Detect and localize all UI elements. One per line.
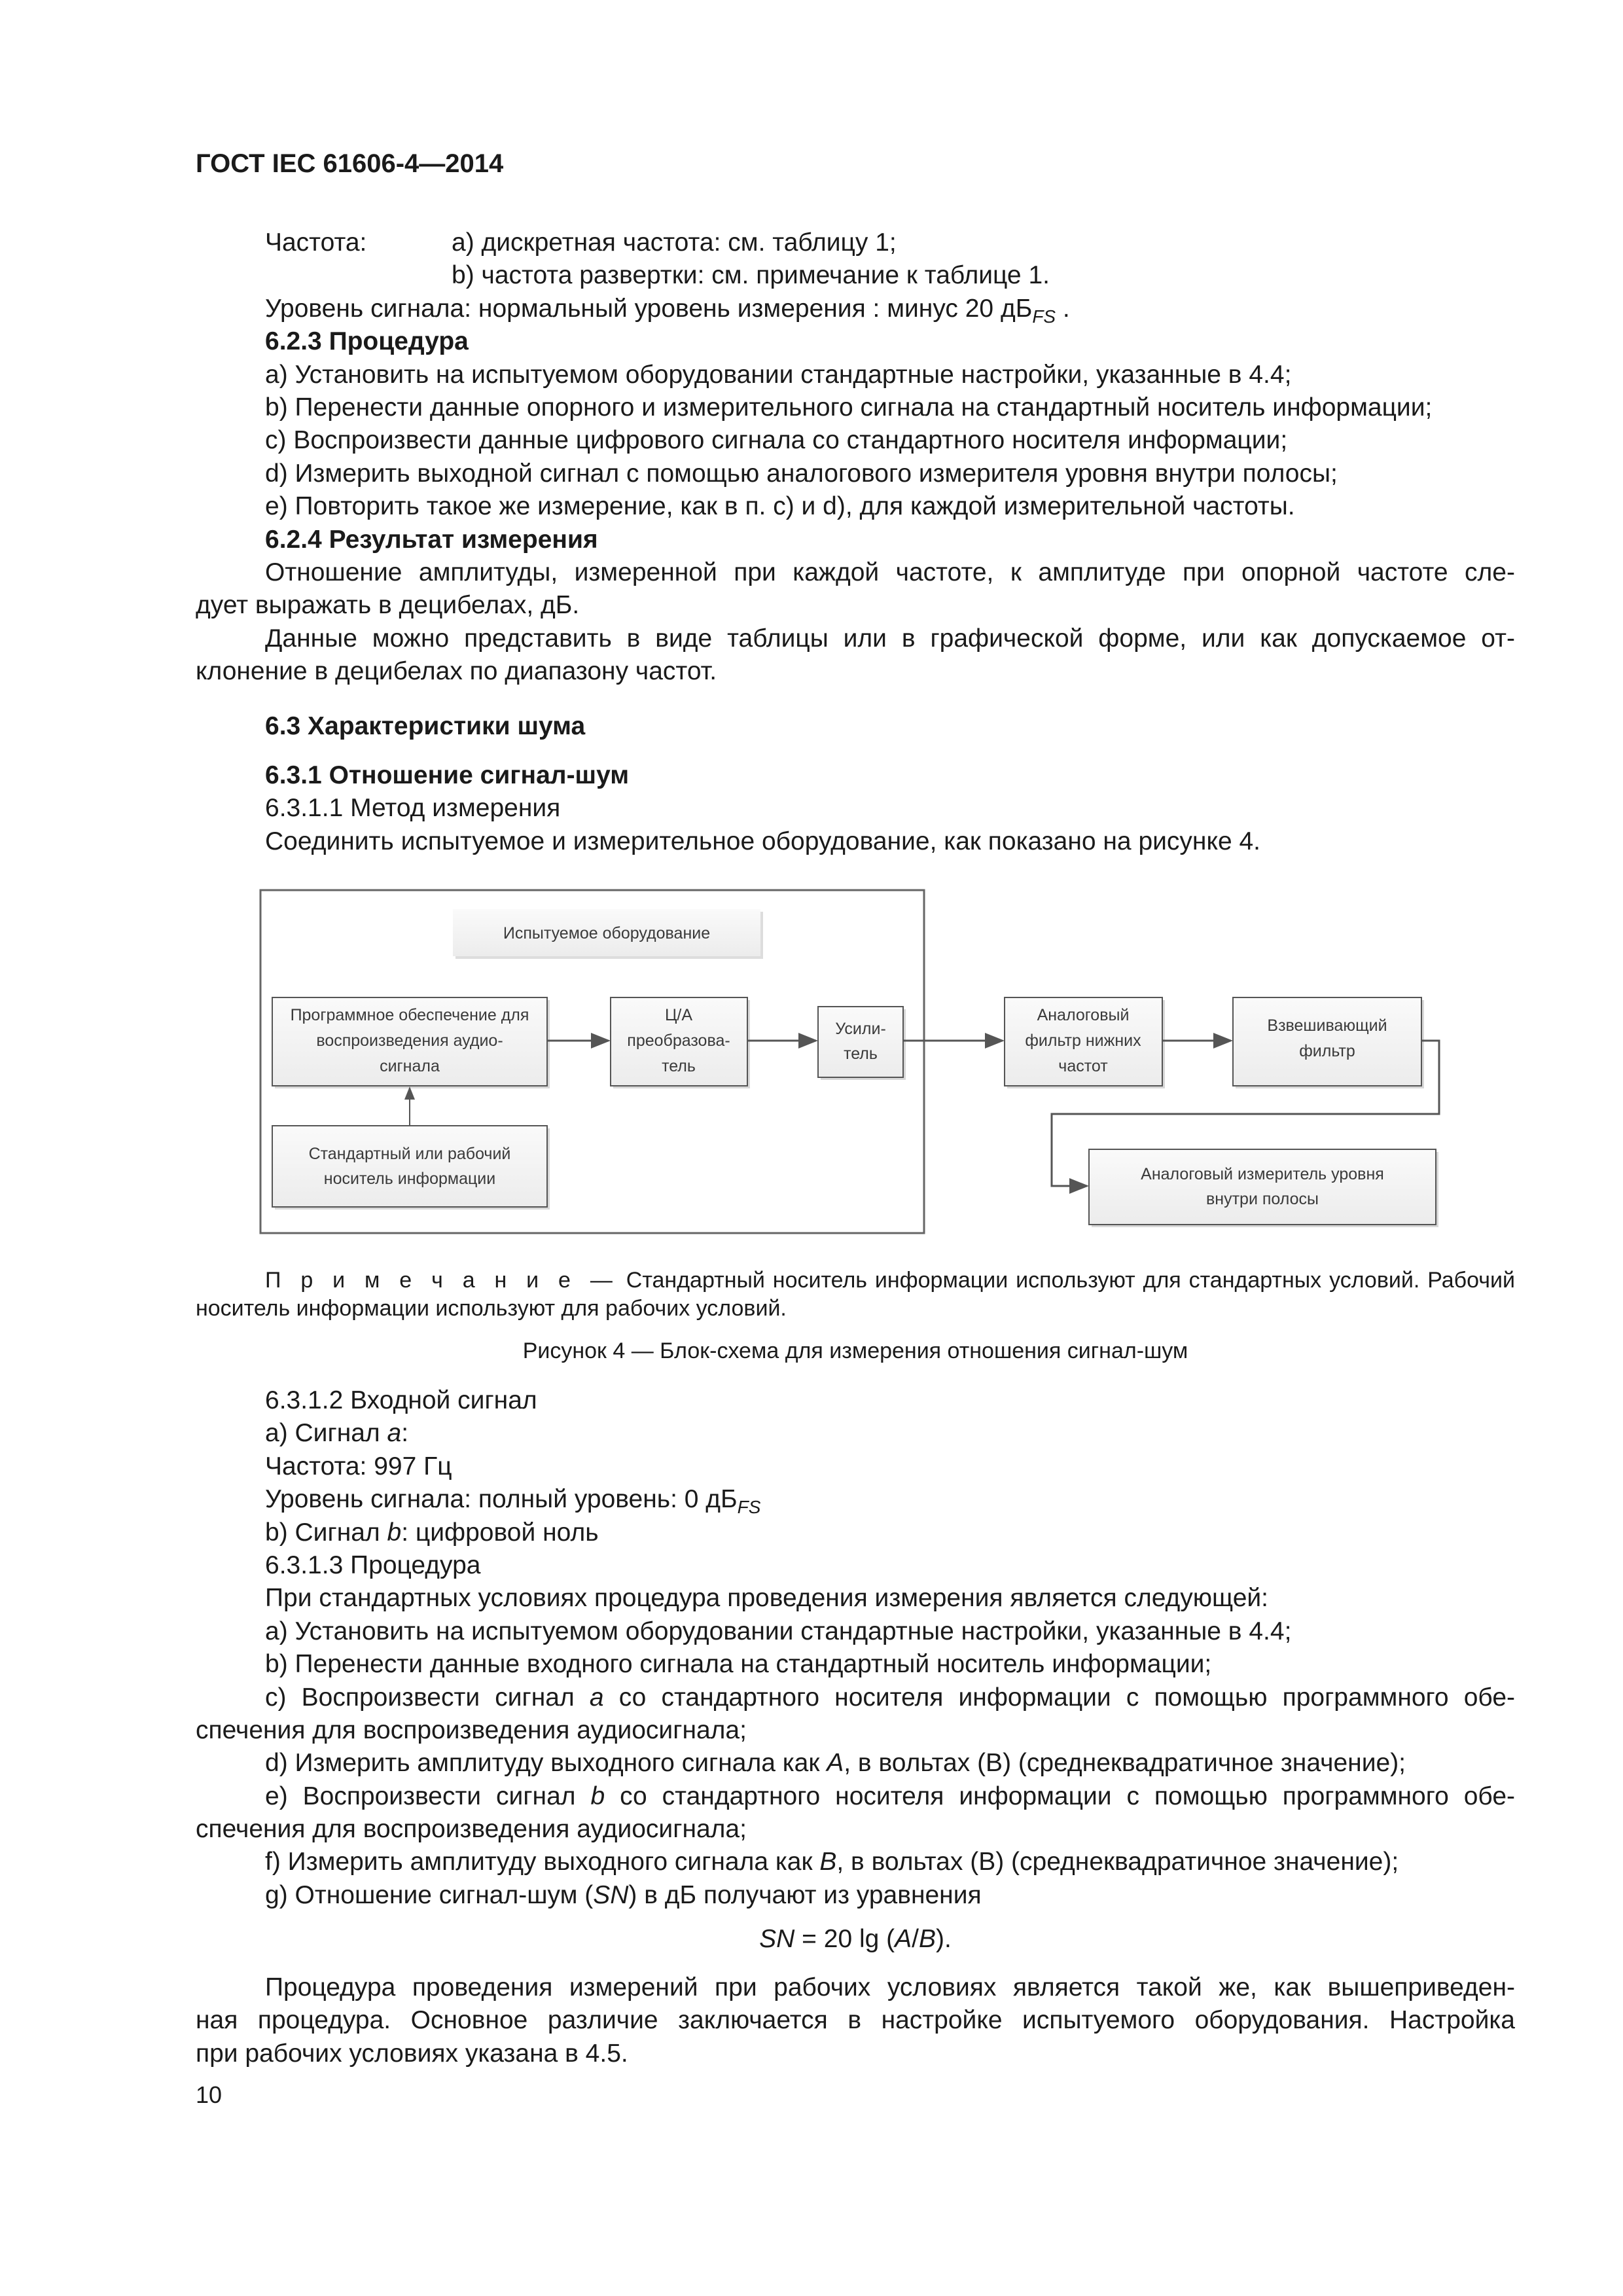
heading-6-3: 6.3 Характеристики шума bbox=[265, 712, 586, 740]
full-level-line bbox=[196, 1483, 1515, 1516]
frequency-label: Частота: bbox=[265, 228, 367, 257]
t: a) Сигнал bbox=[265, 1419, 387, 1448]
t-italic: b bbox=[387, 1518, 402, 1547]
t: c) Воспроизвести сигнал bbox=[265, 1683, 590, 1712]
media-box bbox=[272, 1126, 550, 1210]
t: = 20 lg ( bbox=[794, 1925, 895, 1953]
t: со стандартного носителя информации с помощью программного обе- bbox=[603, 1683, 1515, 1712]
signal-b-line bbox=[196, 1516, 1515, 1549]
weight-label-2: фильтр bbox=[1299, 1042, 1355, 1060]
t: со стандартного носителя информации с помощью программного обе- bbox=[605, 1782, 1516, 1810]
t: : цифровой ноль bbox=[401, 1518, 599, 1547]
proc-step-d bbox=[196, 1747, 1515, 1780]
lpf-label-1: Аналоговый bbox=[1037, 1006, 1130, 1024]
lpf-label-3: частот bbox=[1058, 1057, 1108, 1075]
dac-box bbox=[611, 997, 750, 1088]
step-e: e) Повторить такое же измерение, как в п. c) и d), для каждой измерительной частоты. bbox=[265, 492, 1295, 521]
t: ). bbox=[936, 1925, 952, 1953]
result-para-2-line-2: клонение в децибелах по диапазону частот. bbox=[196, 657, 717, 686]
figure-note bbox=[196, 1266, 1515, 1323]
proc-step-f bbox=[196, 1846, 1515, 1878]
t-italic: B bbox=[919, 1925, 936, 1953]
result-para-2-line-1: Данные можно представить в виде таблицы или в графической форме, или как допускаемое от- bbox=[265, 624, 1515, 653]
t-italic: A bbox=[827, 1749, 844, 1778]
t: Уровень сигнала: полный уровень: 0 дБ bbox=[265, 1485, 738, 1514]
level-meter-box bbox=[1089, 1149, 1438, 1227]
t: g) Отношение сигнал-шум ( bbox=[265, 1880, 594, 1909]
frequency-a: a) дискретная частота: см. таблицу 1; bbox=[452, 228, 897, 257]
t: : bbox=[401, 1419, 409, 1448]
heading-6-2-4: 6.2.4 Результат измерения bbox=[265, 525, 598, 554]
page-number: 10 bbox=[196, 2081, 223, 2108]
step-b: b) Перенести данные опорного и измерительного сигнала на стандартный носитель информации; bbox=[265, 393, 1433, 422]
note-text-1: Стандартный носитель информации используют для стандартных условий. Рабочий bbox=[626, 1268, 1516, 1293]
dac-label-3: тель bbox=[662, 1057, 696, 1075]
note-line-2: носитель информации используют для рабочих условий. bbox=[196, 1296, 787, 1321]
figure-caption: Рисунок 4 — Блок-схема для измерения отношения сигнал-шум bbox=[522, 1338, 1188, 1363]
t: , в вольтах (В) (среднеквадратичное значение); bbox=[836, 1848, 1399, 1876]
signal-a-line bbox=[196, 1417, 1515, 1450]
dac-label-1: Ц/А bbox=[664, 1006, 693, 1024]
connect-text: Соединить испытуемое и измерительное оборудование, как показано на рисунке 4. bbox=[265, 827, 1261, 855]
t-italic: b bbox=[590, 1782, 605, 1810]
t: / bbox=[912, 1925, 919, 1953]
proc-step-c-cont: спечения для воспроизведения аудиосигнала; bbox=[196, 1715, 747, 1744]
proc-step-a: a) Установить на испытуемом оборудовании стандартные настройки, указанные в 4.4; bbox=[265, 1617, 1292, 1645]
result-para-1-line-1: Отношение амплитуды, измеренной при каждой частоте, к амплитуде при опорной частоте сле- bbox=[265, 558, 1515, 586]
dut-label: Испытуемое оборудование bbox=[503, 924, 711, 942]
lowpass-filter-box bbox=[1005, 997, 1165, 1088]
software-label-3: сигнала bbox=[380, 1057, 440, 1075]
t: b) Сигнал bbox=[265, 1518, 387, 1547]
heading-6-2-3: 6.2.3 Процедура bbox=[265, 327, 469, 356]
weighting-filter-box bbox=[1233, 997, 1424, 1088]
t: ) в дБ получают из уравнения bbox=[628, 1880, 982, 1909]
para-line-3: при рабочих условиях указана в 4.5. bbox=[196, 2039, 628, 2068]
proc-step-b: b) Перенести данные входного сигнала на стандартный носитель информации; bbox=[265, 1650, 1212, 1679]
amp-label-1: Усили- bbox=[835, 1020, 886, 1038]
software-label-2: воспроизведения аудио- bbox=[316, 1031, 503, 1050]
heading-6-3-1-2: 6.3.1.2 Входной сигнал bbox=[265, 1386, 537, 1414]
note-line-1 bbox=[196, 1266, 1515, 1295]
heading-6-3-1-3: 6.3.1.3 Процедура bbox=[265, 1551, 481, 1579]
frequency-line-b: b) частота развертки: см. примечание к таблице 1. bbox=[452, 261, 1050, 290]
para-line-1: Процедура проведения измерений при рабочих условиях является такой же, как вышеприведен- bbox=[265, 1973, 1515, 2001]
step-a: a) Установить на испытуемом оборудовании стандартные настройки, указанные в 4.4; bbox=[265, 360, 1292, 389]
meter-label-2: внутри полосы bbox=[1206, 1190, 1319, 1208]
frequency-line: Частота: 997 Гц bbox=[265, 1452, 452, 1480]
heading-6-3-1: 6.3.1 Отношение сигнал-шум bbox=[265, 761, 630, 789]
dac-label-2: преобразова- bbox=[627, 1031, 730, 1050]
media-label-1: Стандартный или рабочий bbox=[308, 1145, 511, 1163]
t: f) Измерить амплитуду выходного сигнала как bbox=[265, 1848, 820, 1876]
para-line-2: ная процедура. Основное различие заключается в настройке испытуемого оборудования. Настройка bbox=[196, 2006, 1515, 2035]
meter-label-1: Аналоговый измеритель уровня bbox=[1141, 1165, 1384, 1183]
software-box bbox=[272, 997, 550, 1088]
t-italic: SN bbox=[593, 1880, 629, 1909]
proc-step-e bbox=[196, 1780, 1515, 1813]
level-subscript: FS bbox=[1032, 306, 1056, 327]
weight-label-1: Взвешивающий bbox=[1267, 1016, 1387, 1035]
level-end: . bbox=[1056, 294, 1070, 323]
t-italic: A bbox=[895, 1925, 912, 1953]
section-6-3-1-2 bbox=[196, 1384, 1515, 1912]
step-c: c) Воспроизвести данные цифрового сигнала со стандартного носителя информации; bbox=[265, 426, 1288, 455]
working-conditions-paragraph bbox=[196, 1971, 1515, 2070]
procedure-intro: При стандартных условиях процедура проведения измерения является следующей: bbox=[265, 1584, 1269, 1613]
t-italic: B bbox=[819, 1848, 837, 1876]
proc-step-e-cont: спечения для воспроизведения аудиосигнала; bbox=[196, 1815, 747, 1844]
dut-label-box bbox=[453, 909, 763, 959]
step-d: d) Измерить выходной сигнал с помощью аналогового измерителя уровня внутри полосы; bbox=[265, 459, 1338, 488]
level-text: Уровень сигнала: нормальный уровень измерения : минус 20 дБ bbox=[265, 294, 1033, 323]
note-label: П р и м е ч а н и е — bbox=[265, 1268, 618, 1293]
proc-step-c bbox=[196, 1681, 1515, 1714]
t: d) Измерить амплитуду выходного сигнала как bbox=[265, 1749, 827, 1778]
software-label-1: Программное обеспечение для bbox=[290, 1006, 529, 1024]
level-subscript: FS bbox=[737, 1497, 761, 1518]
result-para-1-line-2: дует выражать в децибелах, дБ. bbox=[196, 591, 580, 620]
t: , в вольтах (В) (среднеквадратичное значение); bbox=[844, 1749, 1406, 1778]
amplifier-box bbox=[818, 1007, 906, 1080]
amp-label-2: тель bbox=[844, 1045, 878, 1063]
sn-formula bbox=[196, 1923, 1515, 1956]
t-italic: a bbox=[589, 1683, 604, 1712]
t: e) Воспроизвести сигнал bbox=[265, 1782, 591, 1810]
proc-step-g bbox=[196, 1879, 1515, 1912]
media-label-2: носитель информации bbox=[323, 1170, 496, 1188]
document-header: ГОСТ IEC 61606-4—2014 bbox=[196, 149, 504, 178]
t-italic: SN bbox=[759, 1925, 795, 1953]
heading-6-3-1-1: 6.3.1.1 Метод измерения bbox=[265, 794, 561, 823]
lpf-label-2: фильтр нижних bbox=[1025, 1031, 1141, 1050]
t-italic: a bbox=[387, 1419, 402, 1448]
